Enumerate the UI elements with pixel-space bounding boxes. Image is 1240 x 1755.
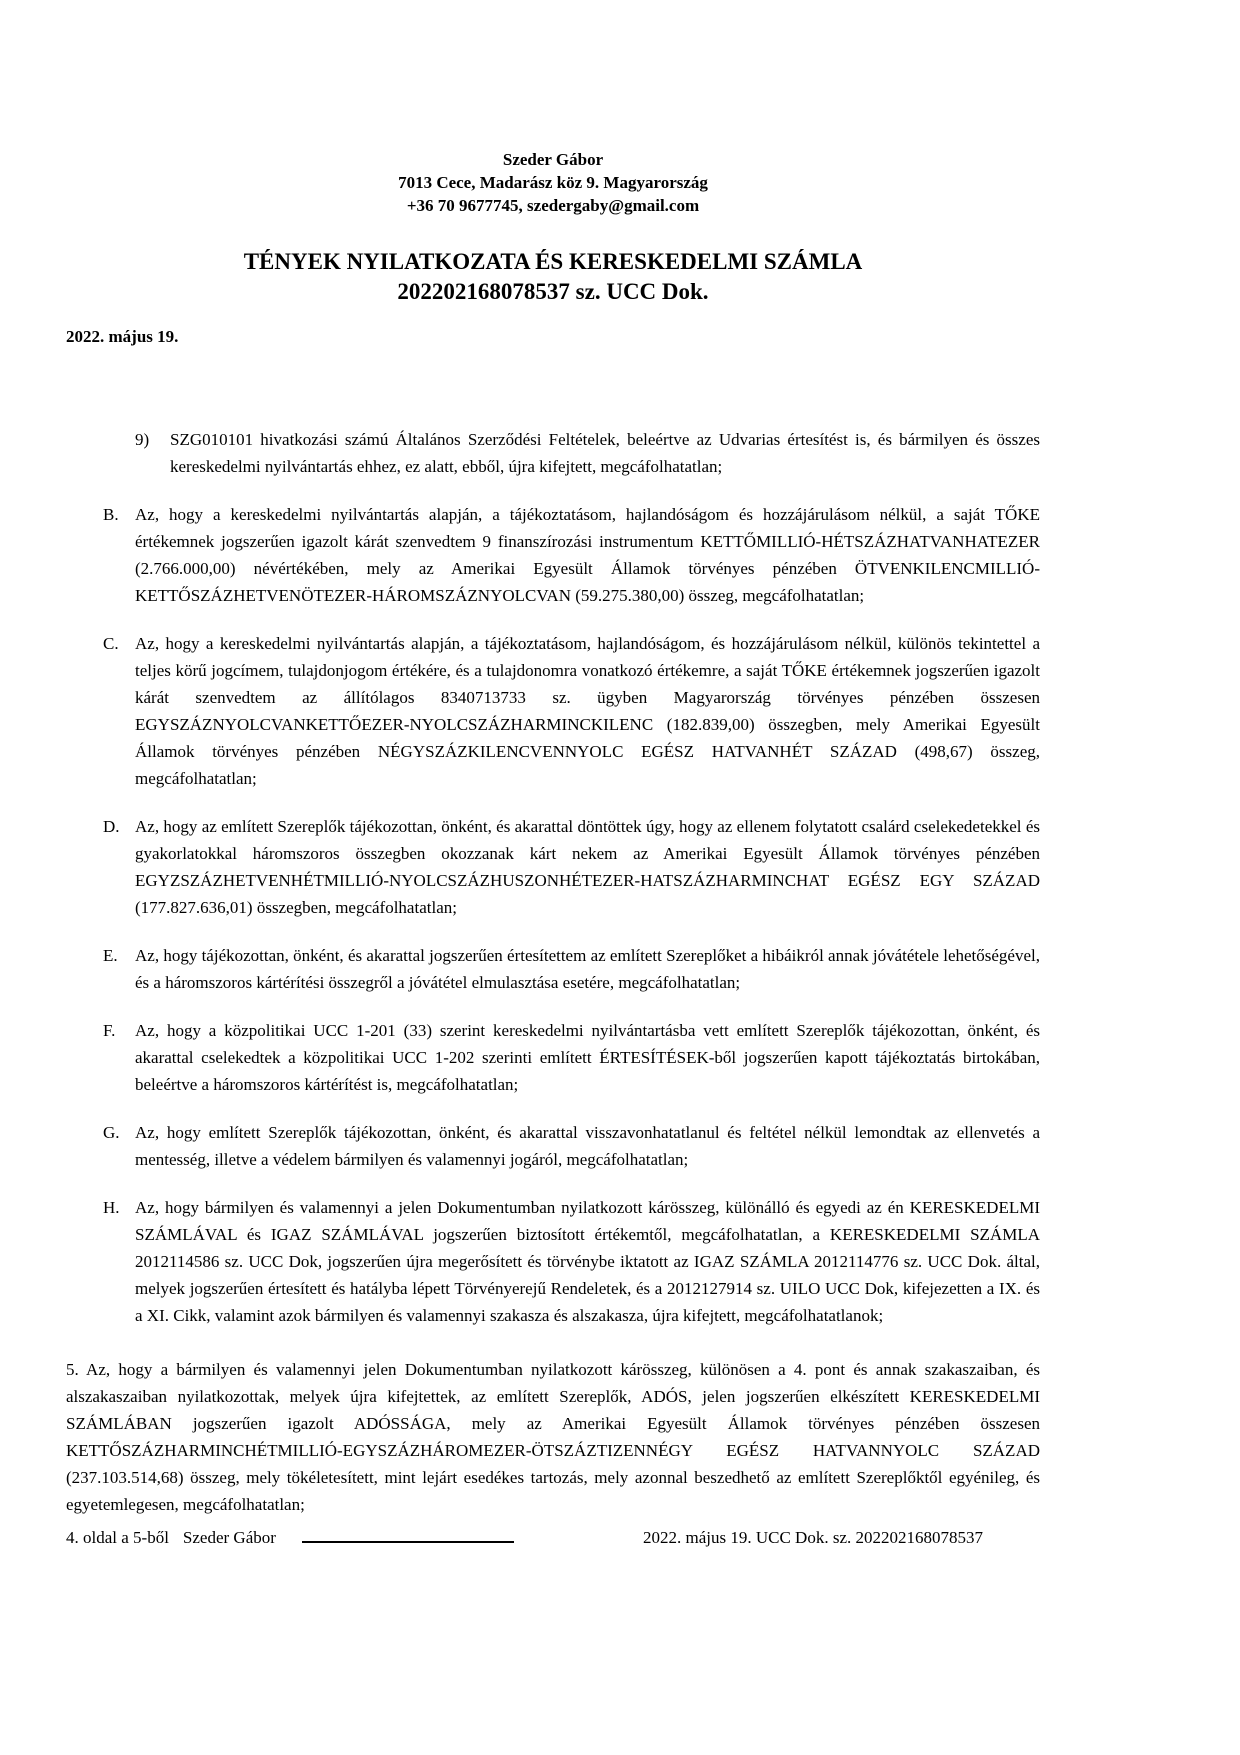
item-text: Az, hogy említett Szereplők tájékozottan, önként, és akarattal visszavonhatatlanul és feltétel nélkül lemondtak az ellenvetés a mentesség, illetve a védelem bármilyen és valamennyi jogáról, megcáfolhatatlan; <box>135 1123 1040 1169</box>
list-item-E <box>66 942 1040 996</box>
item-marker: C. <box>103 634 119 653</box>
list-item-9 <box>66 426 1040 480</box>
item-text: Az, hogy tájékozottan, önként, és akarattal jogszerűen értesítettem az említett Szereplőket a hibáikról annak jóvátétele lehetőségével, és a háromszoros kártérítési összegről a jóvátétel elmulasztása esetére, megcáfolhatatlan; <box>135 946 1040 992</box>
list-item-G <box>66 1119 1040 1173</box>
statement-list <box>66 426 1040 1329</box>
item-marker: G. <box>103 1123 120 1142</box>
item-marker: E. <box>103 946 118 965</box>
item-text: SZG010101 hivatkozási számú Általános Szerződési Feltételek, beleértve az Udvarias értesítést is, és bármilyen és összes kereskedelmi nyilvántartás ehhez, ez alatt, ebből, újra kifejtett, megcáfolhatatlan; <box>170 430 1040 476</box>
document-subtitle: 202202168078537 sz. UCC Dok. <box>397 279 709 304</box>
letterhead <box>66 148 1040 217</box>
item-marker: 9) <box>135 430 150 449</box>
footer-doc-ref: 2022. május 19. UCC Dok. sz. 202202168078537 <box>643 1528 983 1547</box>
item-text: Az, hogy a közpolitikai UCC 1-201 (33) szerint kereskedelmi nyilvántartásba vett említett Szereplők tájékozottan, önként, és akarattal cselekedtek a közpolitikai UCC 1-202 szerinti említett ÉRTESÍTÉSEK-ből jogszerűen kapott tájékoztatás birtokában, beleértve a háromszoros kártérítést is, megcáfolhatatlan; <box>135 1021 1040 1094</box>
letterhead-name: Szeder Gábor <box>502 150 604 169</box>
item-marker: B. <box>103 505 119 524</box>
list-item-H <box>66 1194 1040 1329</box>
item-text: Az, hogy bármilyen és valamennyi a jelen Dokumentumban nyilatkozott kárösszeg, különálló és egyedi az én KERESKEDELMI SZÁMLÁVAL és IGAZ SZÁMLÁVAL jogszerűen biztosított értékemtől, megcáfolhatatlan, a KERESKEDELMI SZÁMLA 2012114586 sz. UCC Dok, jogszerűen újra megerősített és törvénybe iktatott az IGAZ SZÁMLA 2012114776 sz. UCC Dok. által, melyek jogszerűen értesített és hatályba lépett Törvényerejű Rendeletek, és a 2012127914 sz. UILO UCC Dok, kifejezetten a IX. és a XI. Cikk, valamint azok bármilyen és valamennyi szakasza és alszakasza, újra kifejtett, megcáfolhatatlanok; <box>135 1198 1040 1325</box>
list-item-D <box>66 813 1040 921</box>
list-item-F <box>66 1017 1040 1098</box>
paragraph-5: 5. Az, hogy a bármilyen és valamennyi jelen Dokumentumban nyilatkozott kárösszeg, különösen a 4. pont és annak szakaszaiban, és alszakaszaiban nyilatkozottak, melyek újra kifejtettek, az említett Szereplők, ADÓS, jelen jogszerűen elkészített KERESKEDELMI SZÁMLÁBAN jogszerűen igazolt ADÓSSÁGA, mely az Amerikai Egyesült Államok törvényes pénzében összesen KETTŐSZÁZHARMINCHÉTMILLIÓ-EGYSZÁZHÁROMEZER-ÖTSZÁZTIZENNÉGY EGÉSZ HATVANNYOLC SZÁZAD (237.103.514,68) összeg, mely tökéletesített, mint lejárt esedékes tartozás, mely azonnal beszedhető az említett Szereplőktől egyénileg, és egyetemlegesen, megcáfolhatatlan; <box>66 1360 1040 1514</box>
item-text: Az, hogy az említett Szereplők tájékozottan, önként, és akarattal döntöttek úgy, hogy az ellenem folytatott csalárd cselekedetekkel és gyakorlatokkal háromszoros összegben okozzanak kárt nekem az Amerikai Egyesült Államok törvényes pénzében EGYZSZÁZHETVENHÉTMILLIÓ-NYOLCSZÁZHUSZONHÉTEZER-HATSZÁZHARMINCHAT EGÉSZ EGY SZÁZAD (177.827.636,01) összegben, megcáfolhatatlan; <box>135 817 1040 917</box>
list-item-B <box>66 501 1040 609</box>
item-marker: D. <box>103 817 120 836</box>
letterhead-address: 7013 Cece, Madarász köz 9. Magyarország <box>398 173 708 192</box>
item-marker: F. <box>103 1021 116 1040</box>
signature-line <box>302 1521 514 1543</box>
item-text: Az, hogy a kereskedelmi nyilvántartás alapján, a tájékoztatásom, hajlandóságom és hozzájárulásom nélkül, a saját TŐKE értékemnek jogszerűen igazolt kárát szenvedtem 9 finanszírozási instrumentum KETTŐMILLIÓ-HÉTSZÁZHATVANHATEZER (2.766.000,00) névértékében, mely az Amerikai Egyesült Államok törvényes pénzében ÖTVENKILENCMILLIÓ-KETTŐSZÁZHETVENÖTEZER-HÁROMSZÁZNYOLCVAN (59.275.380,00) összeg, megcáfolhatatlan; <box>135 505 1040 605</box>
item-text: Az, hogy a kereskedelmi nyilvántartás alapján, a tájékoztatásom, hajlandóságom, és hozzájárulásom nélkül, különös tekintettel a teljes körű jogcímem, tulajdonjogom értékére, és a tulajdonomra vonatkozó értékemre, a saját TŐKE értékemnek jogszerűen igazolt kárát szenvedtem az állítólagos 8340713733 sz. ügyben Magyarország törvényes pénzében összesen EGYSZÁZNYOLCVANKETTŐEZER-NYOLCSZÁZHARMINCKILENC (182.839,00) összegben, mely Amerikai Egyesült Államok törvényes pénzében NÉGYSZÁZKILENCVENNYOLC EGÉSZ HATVANHÉT SZÁZAD (498,67) összeg, megcáfolhatatlan; <box>135 634 1040 788</box>
document-date: 2022. május 19. <box>66 327 179 346</box>
list-item-C <box>66 630 1040 792</box>
document-title: TÉNYEK NYILATKOZATA ÉS KERESKEDELMI SZÁMLA <box>243 249 863 274</box>
page-footer <box>66 1521 983 1551</box>
footer-page-info: 4. oldal a 5-ből <box>66 1528 169 1547</box>
letterhead-contact: +36 70 9677745, szedergaby@gmail.com <box>406 196 700 215</box>
footer-signer-name: Szeder Gábor <box>182 1528 276 1547</box>
item-marker: H. <box>103 1198 120 1217</box>
